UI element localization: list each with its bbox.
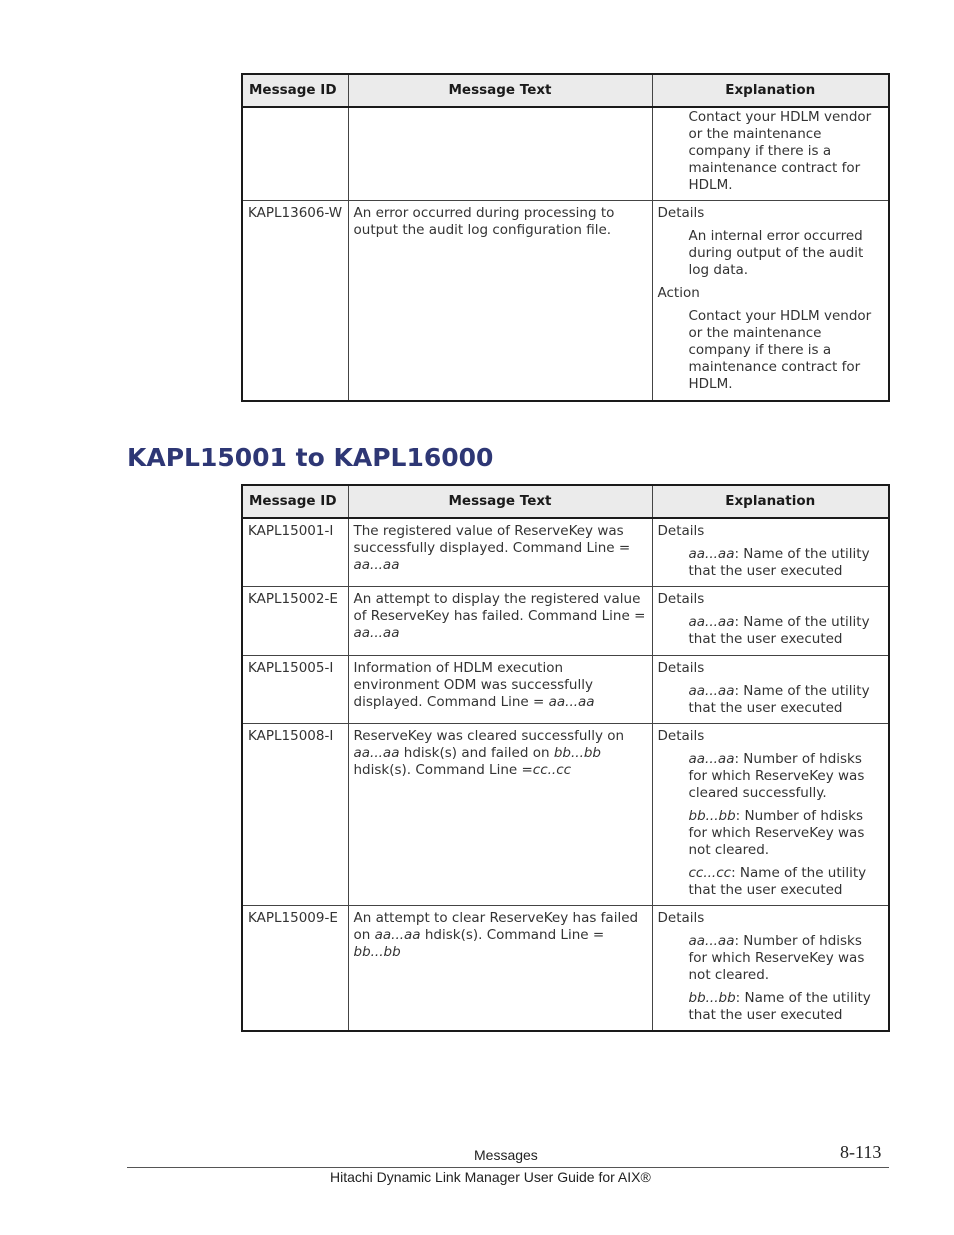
variable: aa...aa <box>688 751 735 767</box>
footer-section-name: Messages <box>474 1147 538 1163</box>
message-text-cell <box>348 518 652 587</box>
variable: bb...bb <box>688 990 736 1006</box>
details-text: : Name of the utility that the user executed <box>688 546 870 579</box>
action-body: Contact your HDLM vendor or the maintenance company if there is a maintenance contract for HDLM. <box>688 109 872 193</box>
message-text: An attempt to clear ReserveKey has failed on <box>353 910 639 943</box>
variable: bb...bb <box>688 808 736 824</box>
details-label: Details <box>657 660 705 676</box>
details-item <box>689 865 884 899</box>
message-text-cell <box>348 656 652 724</box>
table-row <box>242 201 889 401</box>
message-text: hdisk(s). Command Line = <box>353 762 533 778</box>
message-text: hdisk(s). Command Line = <box>420 927 605 943</box>
details-text: : Name of the utility that the user executed <box>688 614 870 647</box>
message-id-cell: KAPL15001-I <box>242 518 348 587</box>
page-number: 8-113 <box>840 1142 882 1162</box>
table-row <box>242 107 889 201</box>
details-text: : Name of the utility that the user executed <box>688 865 867 898</box>
variable: aa...aa <box>353 557 400 573</box>
message-id-cell: KAPL15005-I <box>242 656 348 724</box>
message-table <box>241 484 890 1032</box>
details-text: : Number of hdisks for which ReserveKey was not cleared. <box>688 933 865 983</box>
message-id-cell: KAPL13606-W <box>242 201 348 401</box>
details-text: : Number of hdisks for which ReserveKey was cleared successfully. <box>688 751 865 801</box>
header-message-text: Message Text <box>348 74 652 107</box>
explanation-cell <box>652 107 889 201</box>
details-label: Details <box>657 591 705 607</box>
variable: bb...bb <box>353 944 401 960</box>
details-item <box>689 683 884 717</box>
variable: aa...aa <box>688 546 735 562</box>
message-id-cell: KAPL15008-I <box>242 724 348 906</box>
message-text-cell <box>348 107 652 201</box>
details-label: Details <box>657 910 705 926</box>
header-message-id: Message ID <box>242 485 348 518</box>
header-explanation: Explanation <box>652 485 889 518</box>
details-body: An internal error occurred during output of the audit log data. <box>688 228 864 278</box>
variable: aa...aa <box>353 745 400 761</box>
explanation-cell <box>652 724 889 906</box>
footer-divider <box>127 1167 889 1168</box>
action-label: Action <box>657 285 700 301</box>
table-row <box>242 906 889 1032</box>
table-row <box>242 518 889 587</box>
details-text: : Name of the utility that the user executed <box>688 683 870 716</box>
message-id-cell: KAPL15009-E <box>242 906 348 1032</box>
header-message-text: Message Text <box>348 485 652 518</box>
explanation-cell <box>652 518 889 587</box>
variable: cc...cc <box>688 865 732 881</box>
message-text: The registered value of ReserveKey was successfully displayed. Command Line = <box>353 523 631 556</box>
header-explanation: Explanation <box>652 74 889 107</box>
details-label: Details <box>657 728 705 744</box>
variable: aa...aa <box>548 694 595 710</box>
message-text: Information of HDLM execution environment ODM was successfully displayed. Command Line = <box>353 660 593 710</box>
details-item <box>689 614 884 648</box>
table-row <box>242 587 889 656</box>
variable: aa...aa <box>688 933 735 949</box>
explanation-cell <box>652 656 889 724</box>
details-item <box>689 751 884 802</box>
variable: aa...aa <box>374 927 421 943</box>
explanation-cell <box>652 587 889 656</box>
message-text-cell <box>348 587 652 656</box>
variable: aa...aa <box>688 614 735 630</box>
variable: aa...aa <box>688 683 735 699</box>
message-text: ReserveKey was cleared successfully on <box>353 728 625 744</box>
footer-book-title: Hitachi Dynamic Link Manager User Guide for AIX® <box>330 1169 651 1185</box>
details-item <box>689 933 884 984</box>
header-message-id: Message ID <box>242 74 348 107</box>
details-text: : Name of the utility that the user executed <box>688 990 871 1023</box>
variable: aa...aa <box>353 625 400 641</box>
table-header-row <box>242 74 889 107</box>
details-label: Details <box>657 205 705 221</box>
message-text-cell <box>348 724 652 906</box>
table-header-row <box>242 485 889 518</box>
table-row <box>242 724 889 906</box>
explanation-cell <box>652 201 889 401</box>
details-item <box>689 546 884 580</box>
message-text-cell: An error occurred during processing to output the audit log configuration file. <box>348 201 652 401</box>
message-id-cell: KAPL15002-E <box>242 587 348 656</box>
details-label: Details <box>657 523 705 539</box>
explanation-cell <box>652 906 889 1032</box>
message-text-cell <box>348 906 652 1032</box>
variable: cc..cc <box>532 762 572 778</box>
section-heading: KAPL15001 to KAPL16000 <box>127 443 494 472</box>
details-item <box>689 808 884 859</box>
message-table-continued <box>241 73 890 402</box>
details-text: : Number of hdisks for which ReserveKey was not cleared. <box>688 808 865 858</box>
action-body: Contact your HDLM vendor or the maintenance company if there is a maintenance contract for HDLM. <box>688 308 872 392</box>
table-row <box>242 656 889 724</box>
details-item <box>689 990 884 1024</box>
variable: bb...bb <box>553 745 601 761</box>
message-text: hdisk(s) and failed on <box>399 745 554 761</box>
message-text: An attempt to display the registered value of ReserveKey has failed. Command Line = <box>353 591 646 624</box>
message-id-cell <box>242 107 348 201</box>
